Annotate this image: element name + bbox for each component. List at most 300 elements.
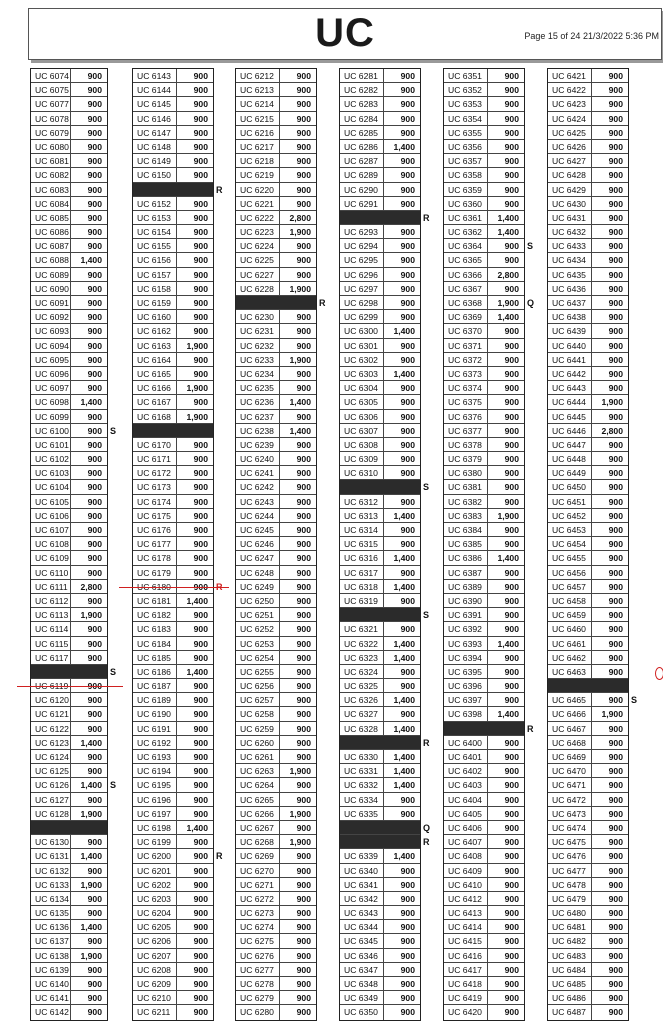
unit-value: 900 bbox=[591, 168, 625, 182]
table-row bbox=[133, 69, 213, 83]
unit-value: 900 bbox=[279, 452, 313, 466]
table-row bbox=[236, 906, 316, 920]
unit-code: UC 6309 bbox=[344, 454, 378, 465]
unit-code: UC 6450 bbox=[552, 482, 586, 493]
table-row bbox=[236, 480, 316, 494]
table-row bbox=[236, 523, 316, 537]
unit-value: 900 bbox=[487, 778, 521, 792]
unit-code: UC 6189 bbox=[137, 695, 171, 706]
unit-code: UC 6452 bbox=[552, 510, 586, 521]
unit-code: UC 6266 bbox=[240, 808, 274, 819]
unit-code: UC 6253 bbox=[240, 638, 274, 649]
unit-code: UC 6390 bbox=[448, 595, 482, 606]
unit-code: UC 6326 bbox=[344, 695, 378, 706]
unit-code: UC 6284 bbox=[344, 113, 378, 124]
table-row bbox=[236, 253, 316, 267]
unit-value: 900 bbox=[487, 239, 521, 253]
unit-value: 900 bbox=[591, 381, 625, 395]
unit-code: UC 6392 bbox=[448, 624, 482, 635]
unit-value: 900 bbox=[70, 83, 104, 97]
table-row bbox=[236, 197, 316, 211]
unit-value: 900 bbox=[70, 892, 104, 906]
unit-code: UC 6242 bbox=[240, 482, 274, 493]
unit-value: 900 bbox=[279, 253, 313, 267]
unit-code: UC 6148 bbox=[137, 141, 171, 152]
table-row bbox=[236, 225, 316, 239]
unit-code: UC 6080 bbox=[35, 141, 69, 152]
unit-value: 900 bbox=[176, 282, 210, 296]
table-row bbox=[31, 438, 107, 452]
table-row bbox=[548, 736, 628, 750]
table-row bbox=[31, 452, 107, 466]
table-row bbox=[548, 580, 628, 594]
unit-code: UC 6143 bbox=[137, 71, 171, 81]
table-row bbox=[133, 239, 213, 253]
table-row bbox=[31, 410, 107, 424]
unit-code: UC 6144 bbox=[137, 85, 171, 96]
unit-code: UC 6474 bbox=[552, 822, 586, 833]
unit-value: 900 bbox=[70, 537, 104, 551]
unit-code: UC 6214 bbox=[240, 99, 274, 110]
unit-value: 1,900 bbox=[487, 509, 521, 523]
unit-value: 900 bbox=[383, 69, 417, 83]
table-row bbox=[236, 849, 316, 863]
unit-value: 900 bbox=[487, 963, 521, 977]
table-row bbox=[31, 480, 107, 494]
unit-value: 900 bbox=[487, 339, 521, 353]
unit-value: 900 bbox=[176, 126, 210, 140]
table-row bbox=[548, 693, 638, 707]
table-row bbox=[31, 381, 107, 395]
table-row bbox=[133, 466, 213, 480]
table-row bbox=[444, 339, 524, 353]
table-row bbox=[340, 537, 420, 551]
unit-code: UC 6282 bbox=[344, 85, 378, 96]
unit-code: UC 6476 bbox=[552, 851, 586, 862]
unit-value: 900 bbox=[487, 381, 521, 395]
unit-value: 900 bbox=[279, 934, 313, 948]
unit-code: UC 6263 bbox=[240, 766, 274, 777]
table-row bbox=[133, 97, 213, 111]
unit-value: 900 bbox=[176, 452, 210, 466]
unit-code: UC 6308 bbox=[344, 439, 378, 450]
table-row bbox=[340, 849, 420, 863]
unit-code: UC 6202 bbox=[137, 879, 171, 890]
table-row bbox=[340, 495, 420, 509]
unit-value: 1,400 bbox=[383, 750, 417, 764]
table-row bbox=[236, 339, 316, 353]
table-row bbox=[548, 211, 628, 225]
unit-value: 900 bbox=[487, 934, 521, 948]
table-row bbox=[548, 480, 628, 494]
unit-code: UC 6236 bbox=[240, 397, 274, 408]
table-row bbox=[548, 97, 628, 111]
unit-value: 1,900 bbox=[279, 764, 313, 778]
unit-code: UC 6310 bbox=[344, 468, 378, 479]
unit-value: 900 bbox=[487, 253, 521, 267]
unit-code: UC 6159 bbox=[137, 298, 171, 308]
unit-value: 900 bbox=[383, 495, 417, 509]
unit-value: 900 bbox=[176, 112, 210, 126]
unit-code: UC 6134 bbox=[35, 893, 69, 904]
unit-code: UC 6487 bbox=[552, 1007, 586, 1018]
unit-code: UC 6441 bbox=[552, 354, 586, 365]
unit-code: UC 6323 bbox=[344, 652, 378, 663]
unit-value: 900 bbox=[591, 197, 625, 211]
unit-code: UC 6372 bbox=[448, 354, 482, 365]
table-row bbox=[133, 395, 213, 409]
table-row bbox=[340, 452, 420, 466]
unit-code: UC 6298 bbox=[344, 298, 378, 308]
unit-value: 900 bbox=[383, 963, 417, 977]
unit-value: 900 bbox=[176, 906, 210, 920]
table-row bbox=[31, 367, 107, 381]
unit-value: 900 bbox=[70, 622, 104, 636]
unit-code: UC 6398 bbox=[448, 709, 482, 720]
unit-code: UC 6318 bbox=[344, 581, 378, 592]
unit-code: UC 6462 bbox=[552, 652, 586, 663]
unit-value: 900 bbox=[591, 523, 625, 537]
table-row bbox=[548, 438, 628, 452]
unit-code: UC 6391 bbox=[448, 610, 482, 621]
unit-value: 1,900 bbox=[591, 707, 625, 721]
unit-value: 900 bbox=[176, 764, 210, 778]
table-row bbox=[340, 807, 420, 821]
unit-value: 900 bbox=[591, 211, 625, 225]
unit-value: 900 bbox=[383, 438, 417, 452]
unit-code: UC 6454 bbox=[552, 539, 586, 550]
unit-value: 900 bbox=[70, 637, 104, 651]
table-row bbox=[31, 282, 107, 296]
table-row bbox=[444, 395, 524, 409]
unit-code: UC 6109 bbox=[35, 553, 69, 564]
table-row bbox=[236, 991, 316, 1005]
unit-code: UC 6206 bbox=[137, 936, 171, 947]
unit-value: 900 bbox=[279, 637, 313, 651]
table-row bbox=[133, 268, 213, 282]
unit-value: 900 bbox=[591, 69, 625, 83]
unit-value: 900 bbox=[487, 410, 521, 424]
unit-code: UC 6431 bbox=[552, 212, 586, 223]
unit-code: UC 6082 bbox=[35, 170, 69, 181]
unit-value: 1,900 bbox=[176, 339, 210, 353]
unit-value: 900 bbox=[279, 367, 313, 381]
unit-value: 900 bbox=[176, 395, 210, 409]
unit-code: UC 6482 bbox=[552, 936, 586, 947]
unit-value: 900 bbox=[487, 537, 521, 551]
table-row bbox=[340, 268, 420, 282]
unit-value: 900 bbox=[279, 410, 313, 424]
table-row bbox=[133, 622, 213, 636]
table-row bbox=[548, 821, 628, 835]
unit-value: 900 bbox=[591, 835, 625, 849]
unit-code: UC 6479 bbox=[552, 893, 586, 904]
table-row bbox=[31, 466, 107, 480]
table-row bbox=[444, 480, 524, 494]
unit-code: UC 6207 bbox=[137, 950, 171, 961]
unit-code: UC 6395 bbox=[448, 666, 482, 677]
table-row bbox=[236, 69, 316, 83]
table-row bbox=[444, 239, 534, 253]
unit-value: 900 bbox=[383, 665, 417, 679]
table-row bbox=[133, 750, 213, 764]
unit-code: UC 6380 bbox=[448, 468, 482, 479]
unit-code: UC 6468 bbox=[552, 737, 586, 748]
unit-code: UC 6210 bbox=[137, 993, 171, 1004]
unit-value: 900 bbox=[279, 1005, 313, 1019]
unit-code: UC 6360 bbox=[448, 198, 482, 209]
table-row bbox=[444, 353, 524, 367]
table-row bbox=[236, 934, 316, 948]
unit-code: UC 6356 bbox=[448, 141, 482, 152]
unit-code: UC 6342 bbox=[344, 893, 378, 904]
table-row bbox=[340, 580, 420, 594]
unit-value: 1,400 bbox=[383, 764, 417, 778]
column-table bbox=[30, 68, 117, 1021]
unit-code: UC 6393 bbox=[448, 638, 482, 649]
table-row bbox=[444, 807, 524, 821]
unit-code: UC 6472 bbox=[552, 794, 586, 805]
unit-code: UC 6096 bbox=[35, 368, 69, 379]
unit-value: 900 bbox=[591, 154, 625, 168]
unit-value: 1,900 bbox=[70, 608, 104, 622]
unit-value: 900 bbox=[279, 438, 313, 452]
unit-code: UC 6186 bbox=[137, 666, 171, 677]
unit-code: UC 6117 bbox=[35, 652, 69, 663]
page-info: Page 15 of 24 21/3/2022 5:36 PM bbox=[524, 31, 659, 41]
unit-code: UC 6374 bbox=[448, 383, 482, 394]
unit-value: 1,400 bbox=[383, 580, 417, 594]
unit-value: 900 bbox=[487, 991, 521, 1005]
table-row bbox=[236, 693, 316, 707]
table-row bbox=[340, 154, 420, 168]
unit-code: UC 6194 bbox=[137, 766, 171, 777]
unit-value: 900 bbox=[591, 239, 625, 253]
unit-code: UC 6466 bbox=[552, 709, 586, 720]
unit-code: UC 6436 bbox=[552, 283, 586, 294]
table-row bbox=[236, 637, 316, 651]
unit-value: 1,900 bbox=[70, 807, 104, 821]
status-flag: R bbox=[216, 184, 223, 195]
unit-value: 1,400 bbox=[487, 637, 521, 651]
table-row bbox=[236, 651, 316, 665]
table-row bbox=[340, 296, 420, 310]
unit-code: UC 6294 bbox=[344, 241, 378, 252]
unit-code: UC 6396 bbox=[448, 681, 482, 692]
unit-value: 900 bbox=[383, 183, 417, 197]
table-row bbox=[444, 324, 524, 338]
blacked-out-row bbox=[133, 424, 213, 438]
unit-code: UC 6362 bbox=[448, 227, 482, 238]
unit-code: UC 6483 bbox=[552, 950, 586, 961]
unit-code: UC 6212 bbox=[240, 71, 274, 81]
unit-value: 900 bbox=[70, 793, 104, 807]
unit-value: 900 bbox=[176, 551, 210, 565]
unit-code: UC 6416 bbox=[448, 950, 482, 961]
table-row bbox=[444, 651, 524, 665]
unit-code: UC 6451 bbox=[552, 496, 586, 507]
unit-code: UC 6412 bbox=[448, 893, 482, 904]
unit-value: 900 bbox=[487, 126, 521, 140]
unit-value: 900 bbox=[279, 69, 313, 83]
table-row bbox=[133, 126, 213, 140]
table-row bbox=[444, 1005, 524, 1019]
unit-code: UC 6164 bbox=[137, 354, 171, 365]
table-row bbox=[236, 835, 316, 849]
unit-value: 900 bbox=[591, 736, 625, 750]
unit-code: UC 6094 bbox=[35, 340, 69, 351]
unit-code: UC 6172 bbox=[137, 468, 171, 479]
table-row bbox=[31, 637, 107, 651]
table-row bbox=[444, 381, 524, 395]
unit-code: UC 6100 bbox=[35, 425, 69, 436]
table-row bbox=[236, 282, 316, 296]
unit-code: UC 6430 bbox=[552, 198, 586, 209]
unit-value: 900 bbox=[591, 949, 625, 963]
unit-code: UC 6460 bbox=[552, 624, 586, 635]
table-row bbox=[133, 452, 213, 466]
table-row bbox=[236, 949, 316, 963]
unit-code: UC 6446 bbox=[552, 425, 586, 436]
table-row bbox=[340, 679, 420, 693]
unit-code: UC 6415 bbox=[448, 936, 482, 947]
unit-code: UC 6361 bbox=[448, 212, 482, 223]
unit-code: UC 6406 bbox=[448, 822, 482, 833]
unit-value: 900 bbox=[383, 296, 417, 310]
unit-code: UC 6355 bbox=[448, 127, 482, 138]
table-row bbox=[340, 253, 420, 267]
unit-code: UC 6215 bbox=[240, 113, 274, 124]
unit-value: 900 bbox=[70, 211, 104, 225]
table-row bbox=[236, 168, 316, 182]
unit-value: 900 bbox=[487, 495, 521, 509]
table-row bbox=[31, 69, 107, 83]
table-row bbox=[548, 608, 628, 622]
table-row bbox=[340, 126, 420, 140]
table-row bbox=[31, 424, 117, 438]
unit-code: UC 6145 bbox=[137, 99, 171, 110]
table-row bbox=[236, 778, 316, 792]
unit-value: 900 bbox=[70, 183, 104, 197]
table-row bbox=[548, 878, 628, 892]
unit-value: 900 bbox=[70, 523, 104, 537]
table-row bbox=[31, 736, 107, 750]
unit-code: UC 6155 bbox=[137, 241, 171, 252]
unit-value: 900 bbox=[487, 83, 521, 97]
table-row bbox=[340, 523, 420, 537]
unit-code: UC 6332 bbox=[344, 780, 378, 791]
table-row bbox=[31, 225, 107, 239]
red-circle-mark bbox=[655, 667, 663, 680]
table-row bbox=[548, 381, 628, 395]
table-row bbox=[236, 424, 316, 438]
unit-code: UC 6240 bbox=[240, 454, 274, 465]
unit-code: UC 6382 bbox=[448, 496, 482, 507]
table-row bbox=[548, 154, 628, 168]
unit-code: UC 6272 bbox=[240, 893, 274, 904]
unit-value: 900 bbox=[279, 523, 313, 537]
unit-value: 900 bbox=[591, 83, 625, 97]
table-row bbox=[444, 495, 524, 509]
unit-value: 900 bbox=[591, 892, 625, 906]
table-row bbox=[133, 949, 213, 963]
unit-code: UC 6486 bbox=[552, 993, 586, 1004]
table-row bbox=[133, 736, 213, 750]
unit-code: UC 6359 bbox=[448, 184, 482, 195]
unit-value: 900 bbox=[176, 197, 210, 211]
unit-code: UC 6106 bbox=[35, 510, 69, 521]
unit-value: 900 bbox=[176, 495, 210, 509]
unit-code: UC 6165 bbox=[137, 368, 171, 379]
unit-code: UC 6327 bbox=[344, 709, 378, 720]
table-row bbox=[340, 651, 420, 665]
unit-code: UC 6465 bbox=[552, 695, 586, 706]
unit-value: 900 bbox=[591, 878, 625, 892]
unit-value: 900 bbox=[279, 821, 313, 835]
unit-value: 900 bbox=[591, 807, 625, 821]
table-row bbox=[444, 154, 524, 168]
unit-value: 1,400 bbox=[383, 551, 417, 565]
table-row bbox=[133, 793, 213, 807]
unit-code: UC 6403 bbox=[448, 780, 482, 791]
table-row bbox=[31, 537, 107, 551]
table-row bbox=[444, 864, 524, 878]
unit-value: 1,900 bbox=[591, 395, 625, 409]
unit-code: UC 6254 bbox=[240, 652, 274, 663]
unit-code: UC 6330 bbox=[344, 752, 378, 762]
unit-value: 900 bbox=[591, 906, 625, 920]
status-flag: R bbox=[527, 723, 534, 734]
unit-code: UC 6248 bbox=[240, 567, 274, 578]
unit-code: UC 6185 bbox=[137, 652, 171, 663]
unit-value: 900 bbox=[591, 509, 625, 523]
unit-code: UC 6219 bbox=[240, 170, 274, 181]
unit-code: UC 6427 bbox=[552, 156, 586, 167]
unit-value: 900 bbox=[591, 452, 625, 466]
table-row bbox=[31, 849, 107, 863]
table-row bbox=[133, 83, 213, 97]
unit-value: 900 bbox=[279, 707, 313, 721]
unit-code: UC 6316 bbox=[344, 553, 378, 564]
unit-value: 900 bbox=[176, 835, 210, 849]
table-row bbox=[133, 807, 213, 821]
table-row bbox=[31, 97, 107, 111]
unit-value: 900 bbox=[176, 211, 210, 225]
unit-code: UC 6437 bbox=[552, 298, 586, 308]
unit-code: UC 6160 bbox=[137, 312, 171, 323]
unit-code: UC 6325 bbox=[344, 681, 378, 692]
table-row bbox=[133, 480, 213, 494]
unit-value: 900 bbox=[279, 594, 313, 608]
table-row bbox=[548, 665, 628, 679]
table-row bbox=[548, 367, 628, 381]
unit-code: UC 6480 bbox=[552, 908, 586, 919]
unit-code: UC 6343 bbox=[344, 908, 378, 919]
status-flag: R bbox=[423, 737, 430, 748]
table-row bbox=[548, 126, 628, 140]
unit-value: 1,900 bbox=[70, 949, 104, 963]
table-row bbox=[340, 381, 420, 395]
table-row bbox=[31, 622, 107, 636]
table-row bbox=[340, 395, 420, 409]
unit-code: UC 6271 bbox=[240, 879, 274, 890]
table-row bbox=[236, 466, 316, 480]
unit-code: UC 6420 bbox=[448, 1007, 482, 1018]
table-row bbox=[548, 253, 628, 267]
unit-value: 1,900 bbox=[176, 410, 210, 424]
unit-code: UC 6453 bbox=[552, 525, 586, 535]
unit-value: 900 bbox=[176, 736, 210, 750]
